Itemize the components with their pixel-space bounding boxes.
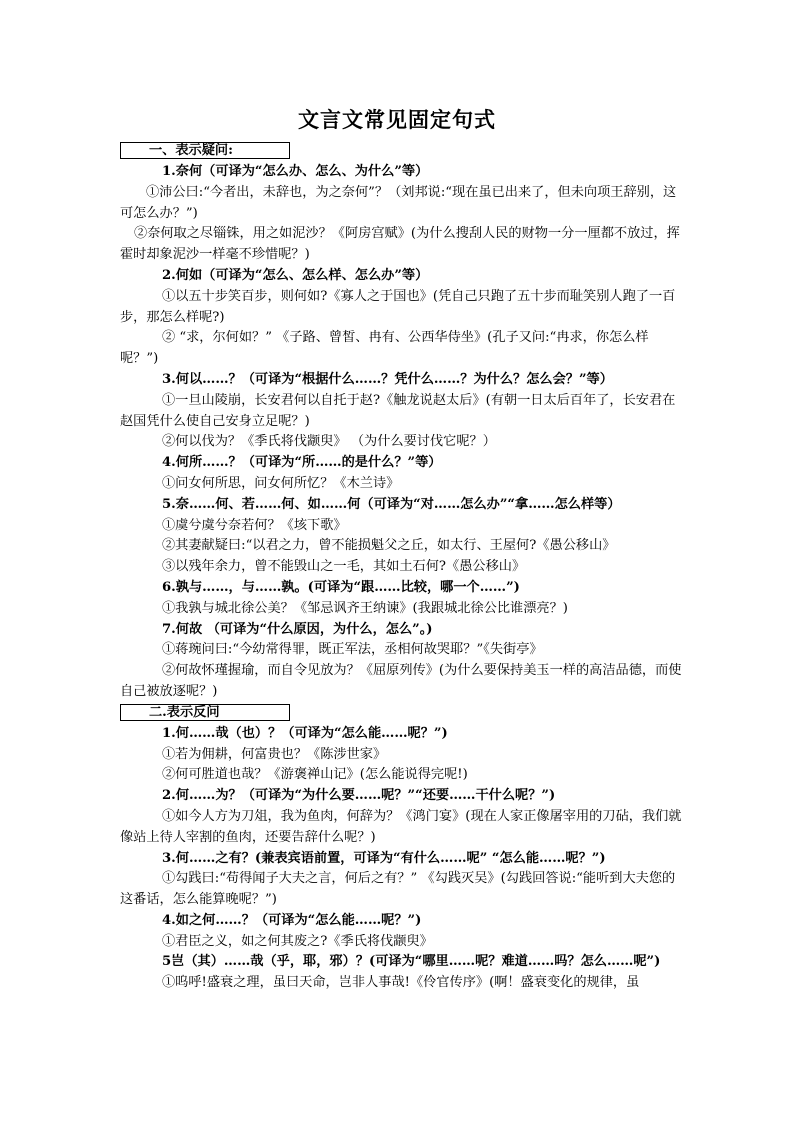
- example-text: ①沛公曰:“今者出，未辞也，为之奈何”？（刘邦说:“现在虽已出来了，但未向项王辞别，这可怎么办？”): [120, 184, 677, 221]
- pattern-heading: 4.何所……？（可译为“所……的是什么？”等）: [162, 455, 442, 471]
- example-text: ①我孰与城北徐公美？《邹忌讽齐王纳谏》(我跟城北徐公比谁漂亮？): [162, 600, 568, 616]
- example-text: ①君臣之义，如之何其废之?《季氏将伐颛臾》: [162, 933, 433, 949]
- pattern-heading: 2.何如（可译为“怎么、怎么样、怎么办”等）: [162, 267, 429, 283]
- example-text: ②何以伐为？《季氏将伐颛臾》 （为什么要讨伐它呢？）: [162, 434, 496, 450]
- page-title: 文言文常见固定句式: [298, 107, 496, 132]
- example-text: ①问女何所思，问女何所忆？《木兰诗》: [162, 475, 400, 491]
- pattern-heading: 3.何以……？（可译为“根据什么……？凭什么……？为什么？怎么会？”等）: [162, 371, 613, 387]
- example-text: ①以五十步笑百步，则何如?《寡人之于国也》(凭自己只跑了五十步而耻笑别人跑了一百步，那怎么样呢?): [120, 288, 676, 325]
- example-text: ③以残年余力，曾不能毁山之一毛，其如土石何?《愚公移山》: [162, 559, 526, 575]
- example-text: ①一旦山陵崩，长安君何以自托于赵?《触龙说赵太后》(有朝一日太后百年了，长安君在赵国凭什么使自己安身立足呢？): [120, 392, 676, 429]
- document-body: [120, 141, 686, 994]
- example-text: ②何故怀瑾握瑜，而自令见放为？《屈原列传》(为什么要保持美玉一样的高洁品德，而使自己被放逐呢？): [120, 663, 682, 699]
- example-text: ①呜呼!盛衰之理，虽曰天命，岂非人事哉!《伶官传序》(啊！盛衰变化的规律，虽: [162, 975, 640, 991]
- pattern-heading: 1.奈何（可译为“怎么办、怎么、为什么”等）: [162, 164, 429, 179]
- example-text: ①蒋琬问曰:“今幼常得罪，既正军法，丞相何故哭耶？”《失街亭》: [162, 642, 543, 658]
- pattern-heading: 7.何故 （可译为“什么原因，为什么，怎么”。): [162, 621, 433, 637]
- pattern-heading: 3.何……之有？(兼表宾语前置，可译为“有什么……呢” “怎么能……呢？”): [162, 850, 606, 866]
- example-text: ①如今人方为刀俎，我为鱼肉，何辞为？《鸿门宴》(现在人家正像屠宰用的刀砧，我们就像站上待人宰割的鱼肉，还要告辞什么呢？): [120, 808, 682, 845]
- pattern-heading: 5.奈……何、若……何、如……何（可译为“对……怎么办”“拿……怎么样等）: [162, 496, 621, 512]
- example-text: ①勾践曰:“苟得闻子大夫之言，何后之有？” 《勾践灭吴》(勾践回答说:“能听到大夫您的这番话，怎么能算晚呢？”): [120, 871, 676, 908]
- example-text: ②何可胜道也哉？《游褒禅山记》(怎么能说得完呢!): [162, 767, 468, 783]
- pattern-heading: 2.何……为？（可译为“为什么要……呢？”“还要……干什么呢？”): [162, 788, 556, 804]
- pattern-heading: 5岂（其）……哉（乎，耶，邪）？(可译为“哪里……呢？难道……吗？怎么……呢”): [162, 954, 661, 970]
- section-label: 二.表示反问: [120, 704, 290, 721]
- section-label: 一、表示疑问:: [120, 142, 290, 159]
- pattern-heading: 4.如之何……？（可译为“怎么能……呢？”): [162, 912, 422, 928]
- example-text: ②奈何取之尽锱铢，用之如泥沙？《阿房宫赋》(为什么搜刮人民的财物一分一厘都不放过，挥霍时却象泥沙一样毫不珍惜呢？): [120, 226, 680, 263]
- pattern-heading: 6.孰与……，与……孰。(可译为“跟……比较，哪一个……”): [162, 579, 520, 595]
- pattern-heading: 1.何……哉（也）？（可译为“怎么能……呢？”): [162, 725, 448, 741]
- example-text: ② “求，尔何如？” 《子路、曾皙、冉有、公西华侍坐》(孔子又问:“冉求，你怎么样呢？”): [120, 330, 649, 367]
- example-text: ②其妻献疑曰:“以君之力，曾不能损魁父之丘，如太行、王屋何?《愚公移山》: [162, 538, 616, 554]
- example-text: ①虞兮虞兮奈若何？《垓下歌》: [162, 517, 347, 533]
- example-text: ①若为佣耕，何富贵也？《陈涉世家》: [162, 746, 387, 762]
